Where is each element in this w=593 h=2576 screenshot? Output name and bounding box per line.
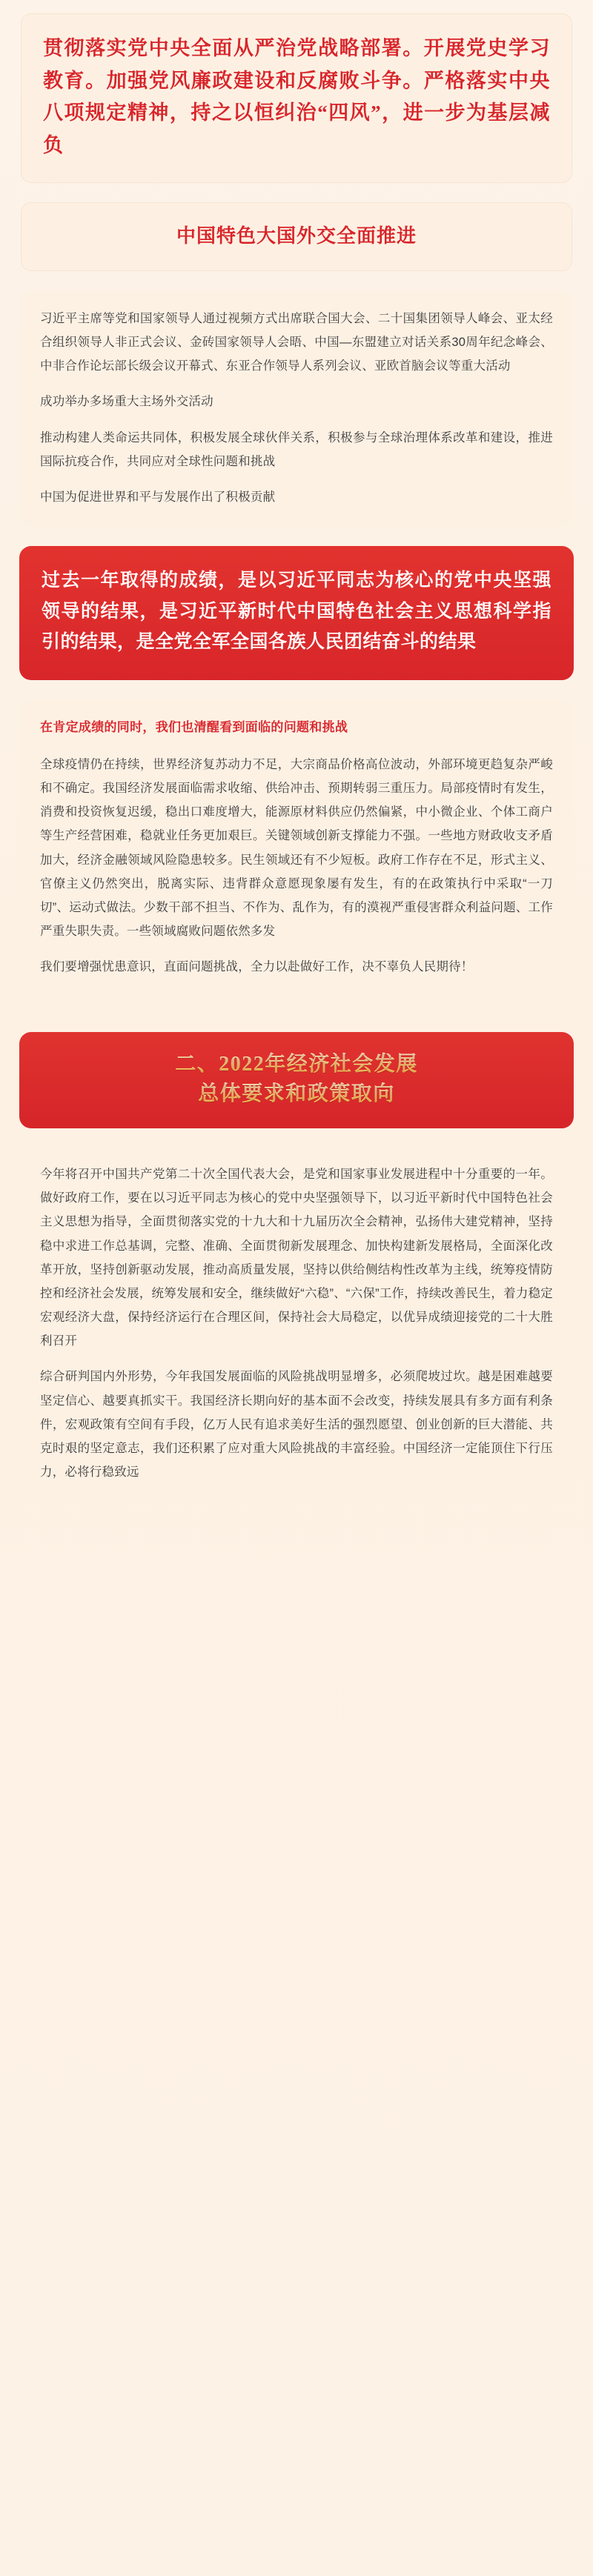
lead-card-challenges [21, 699, 572, 742]
section-title-card-diplomacy [21, 202, 572, 271]
banner-text: 过去一年取得的成绩，是以习近平同志为核心的党中央坚强领导的结果，是习近平新时代中国特色社会主义思想科学指引的结果，是全党全军全国各族人民团结奋斗的结果 [42, 570, 551, 653]
paragraph: 推动构建人类命运共同体，积极发展全球伙伴关系，积极参与全球治理体系改革和建设，推进国际抗疫合作，共同应对全球性问题和挑战 [40, 430, 553, 468]
banner-card-achievements [19, 546, 574, 680]
headline-card-party-governance [21, 13, 572, 183]
paragraph: 成功举办多场重大主场外交活动 [40, 395, 213, 409]
body-card-2022-outlook [21, 1146, 572, 1502]
section-banner-line-1: 二、2022年经济社会发展 [34, 1050, 559, 1079]
top-spacer [0, 0, 593, 13]
body-card-challenges [21, 742, 572, 997]
body-card-diplomacy [21, 290, 572, 527]
section-title-text: 中国特色大国外交全面推进 [176, 224, 417, 247]
section-banner-2022-outlook [19, 1032, 574, 1128]
paragraph: 全球疫情仍在持续，世界经济复苏动力不足，大宗商品价格高位波动，外部环境更趋复杂严峻和不确定。我国经济发展面临需求收缩、供给冲击、预期转弱三重压力。局部疫情时有发生，消费和投资恢复迟缓，稳出口难度增大，能源原材料供应仍然偏紧，中小微企业、个体工商户等生产经营困难，稳就业任务更加艰巨。关键领域创新支撑能力不强。一些地方财政收支矛盾加大，经济金融领域风险隐患较多。民生领域还有不少短板。政府工作存在不足，形式主义、官僚主义仍然突出，脱离实际、违背群众意愿现象屡有发生，有的在政策执行中采取“一刀切”、运动式做法。少数干部不担当、不作为、乱作为，有的漠视严重侵害群众利益问题、工作严重失职失责。一些领域腐败问题依然多发 [40, 757, 553, 939]
lead-text: 在肯定成绩的同时，我们也清醒看到面临的问题和挑战 [40, 719, 348, 734]
spacer [0, 1016, 593, 1032]
paragraph: 习近平主席等党和国家领导人通过视频方式出席联合国大会、二十国集团领导人峰会、亚太经合组织领导人非正式会议、金砖国家领导人会晤、中国—东盟建立对话关系30周年纪念峰会、中非合作论坛部长级会议开幕式、东亚合作领导人系列会议、亚欧首脑会议等重大活动 [40, 311, 553, 373]
headline-text: 贯彻落实党中央全面从严治党战略部署。开展党史学习教育。加强党风廉政建设和反腐败斗争。严格落实中央八项规定精神，持之以恒纠治“四风”，进一步为基层减负 [43, 37, 550, 157]
paragraph: 综合研判国内外形势，今年我国发展面临的风险挑战明显增多，必须爬坡过坎。越是困难越要坚定信心、越要真抓实干。我国经济长期向好的基本面不会改变，持续发展具有多方面有利条件，宏观政策有空间有手段，亿万人民有追求美好生活的强烈愿望、创业创新的巨大潜能、共克时艰的坚定意志，我们还积累了应对重大风险挑战的丰富经验。中国经济一定能顶住下行压力，必将行稳致远 [40, 1370, 553, 1480]
section-banner-line-2: 总体要求和政策取向 [34, 1079, 559, 1109]
paragraph: 中国为促进世界和平与发展作出了积极贡献 [40, 490, 276, 504]
paragraph: 今年将召开中国共产党第二十次全国代表大会，是党和国家事业发展进程中十分重要的一年。做好政府工作，要在以习近平同志为核心的党中央坚强领导下，以习近平新时代中国特色社会主义思想为指导，全面贯彻落实党的十九大和十九届历次全会精神，弘扬伟大建党精神，坚持稳中求进工作总基调，完整、准确、全面贯彻新发展理念、加快构建新发展格局，全面深化改革开放，坚持创新驱动发展，推动高质量发展，坚持以供给侧结构性改革为主线，统筹疫情防控和经济社会发展，统筹发展和安全，继续做好“六稳”、“六保”工作，持续改善民生，着力稳定宏观经济大盘，保持经济运行在合理区间，保持社会大局稳定，以优异成绩迎接党的二十大胜利召开 [40, 1167, 553, 1348]
paragraph: 我们要增强忧患意识，直面问题挑战，全力以赴做好工作，决不辜负人民期待！ [40, 960, 474, 974]
